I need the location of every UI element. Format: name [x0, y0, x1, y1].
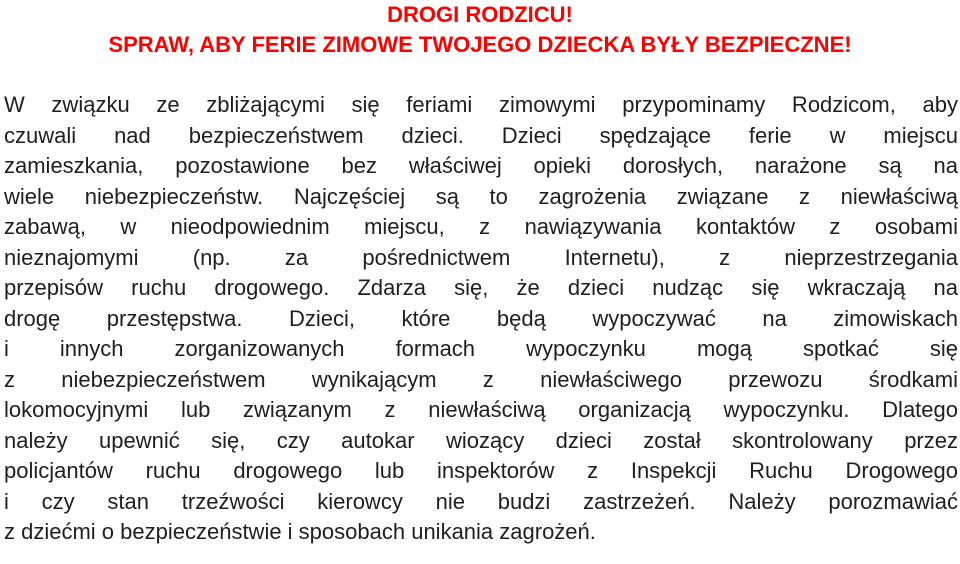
paragraph-line: zamieszkania, pozostawione bez właściwej opieki dorosłych, narażone są na	[4, 153, 958, 178]
heading-greeting: DROGI RODZICU!	[387, 2, 573, 27]
paragraph-line: W związku ze zbliżającymi się feriami zimowymi przypominamy Rodzicom, aby	[4, 92, 958, 117]
paragraph-line: drogę przestępstwa. Dzieci, które będą wypoczywać na zimowiskach	[4, 305, 958, 331]
body-paragraph	[4, 90, 958, 548]
paragraph-line: zabawą, w nieodpowiednim miejscu, z nawiązywania kontaktów z osobami	[4, 214, 958, 239]
paragraph-line: czuwali nad bezpieczeństwem dzieci. Dzieci spędzające ferie w miejscu	[4, 122, 958, 148]
paragraph-line: z niebezpieczeństwem wynikającym z niewłaściwego przewozu środkami	[4, 366, 958, 392]
paragraph-line: lokomocyjnymi lub związanym z niewłaściwą organizacją wypoczynku. Dlatego	[4, 397, 958, 422]
heading-appeal: SPRAW, ABY FERIE ZIMOWE TWOJEGO DZIECKA BYŁY BEZPIECZNE!	[108, 32, 852, 57]
paragraph-line: z dziećmi o bezpieczeństwie i sposobach unikania zagrożeń.	[4, 519, 596, 544]
paragraph-line: nieznajomymi (np. za pośrednictwem Internetu), z nieprzestrzegania	[4, 244, 958, 270]
paragraph-line: przepisów ruchu drogowego. Zdarza się, że dzieci nudząc się wkraczają na	[4, 275, 958, 300]
paragraph-line: i innych zorganizowanych formach wypoczynku mogą spotkać się	[4, 336, 958, 361]
paragraph-line: wiele niebezpieczeństw. Najczęściej są to zagrożenia związane z niewłaściwą	[4, 183, 958, 209]
paragraph-line: policjantów ruchu drogowego lub inspektorów z Inspekcji Ruchu Drogowego	[4, 458, 958, 483]
paragraph-line: należy upewnić się, czy autokar wiozący dzieci został skontrolowany przez	[4, 427, 958, 453]
paragraph-line: i czy stan trzeźwości kierowcy nie budzi zastrzeżeń. Należy porozmawiać	[4, 488, 958, 514]
